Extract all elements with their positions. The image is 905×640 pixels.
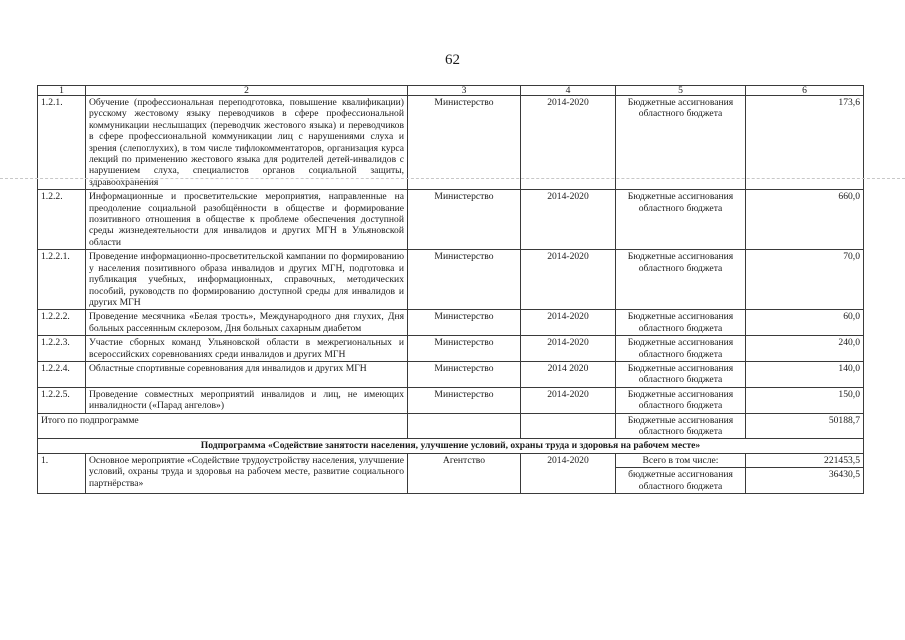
row-number: 1.2.2. [38, 190, 86, 250]
scan-fold-line [0, 178, 905, 179]
table-row [38, 250, 864, 310]
period: 2014 2020 [521, 361, 616, 387]
activity-name: Основное мероприятие «Содействие трудоустройству населения, улучшение условий, охраны труда и здоровья на рабочем месте, развитие социального партнёрства» [86, 453, 408, 493]
funding-source: Бюджетные ассигнования областного бюджета [616, 361, 746, 387]
column-number-row [38, 86, 864, 96]
total-amount: 50188,7 [746, 413, 864, 439]
period: 2014-2020 [521, 250, 616, 310]
activity-name: Проведение месячника «Белая трость», Международного дня глухих, Дня больных рассеянным склерозом, Дня больных сахарным диабетом [86, 310, 408, 336]
funding-source: бюджетные ассигнования областного бюджета [616, 468, 746, 494]
activity-name: Проведение совместных мероприятий инвалидов и лиц, не имеющих инвалидности («Парад ангелов») [86, 387, 408, 413]
column-number: 4 [521, 86, 616, 96]
table-row [38, 361, 864, 387]
executor: Министерство [408, 387, 521, 413]
column-number: 5 [616, 86, 746, 96]
period: 2014-2020 [521, 96, 616, 190]
subprogram-title: Подпрограмма «Содействие занятости населения, улучшение условий, охраны труда и здоровья на рабочем месте» [38, 439, 864, 453]
table-row [38, 96, 864, 190]
activity-name: Проведение информационно-просветительской кампании по формированию у населения позитивного образа инвалидов и других МГН, подготовка и публикация учебных, информационных, справочных, методических пособий, руководств по формированию доступной среды для инвалидов и других МГН [86, 250, 408, 310]
period: 2014-2020 [521, 453, 616, 493]
executor: Министерство [408, 96, 521, 190]
funding-source-total: Всего в том числе: [616, 453, 746, 467]
column-number: 6 [746, 86, 864, 96]
period: 2014-2020 [521, 310, 616, 336]
amount: 173,6 [746, 96, 864, 190]
funding-source: Бюджетные ассигнования областного бюджета [616, 250, 746, 310]
executor: Министерство [408, 190, 521, 250]
column-number: 2 [86, 86, 408, 96]
funding-source: Бюджетные ассигнования областного бюджета [616, 387, 746, 413]
activity-name: Участие сборных команд Ульяновской области в межрегиональных и всероссийских соревнованиях среди инвалидов и других МГН [86, 336, 408, 362]
table-row [38, 310, 864, 336]
table-row [38, 336, 864, 362]
executor: Министерство [408, 336, 521, 362]
table-row [38, 190, 864, 250]
amount: 150,0 [746, 387, 864, 413]
row-number: 1.2.2.4. [38, 361, 86, 387]
activity-name: Областные спортивные соревнования для инвалидов и других МГН [86, 361, 408, 387]
activity-name: Обучение (профессиональная переподготовка, повышение квалификации) русскому жестовому языку переводчиков в сфере профессиональной коммуникации неслышащих (переводчик жестового языка) и переводчиков в сфере профессиональной коммуникации лиц с нарушениями слуха и зрения (слепоглухих), в том числе тифлокомментаторов, организация курса лекций по применению жестового языка для родителей детей-инвалидов с нарушением слуха, специалистов органов социальной защиты, здравоохранения [86, 96, 408, 190]
executor: Агентство [408, 453, 521, 493]
funding-source: Бюджетные ассигнования областного бюджета [616, 190, 746, 250]
activity-name: Информационные и просветительские мероприятия, направленные на преодоление социальной разобщённости в обществе и формирование позитивного отношения в обществе к проблеме обеспечения доступной среды жизнедеятельности для инвалидов и других МГН в Ульяновской области [86, 190, 408, 250]
row-number: 1.2.1. [38, 96, 86, 190]
period: 2014-2020 [521, 336, 616, 362]
amount: 140,0 [746, 361, 864, 387]
subprogram-total-row [38, 413, 864, 439]
column-number: 1 [38, 86, 86, 96]
amount-total: 221453,5 [746, 453, 864, 467]
executor: Министерство [408, 250, 521, 310]
period: 2014-2020 [521, 190, 616, 250]
table-row [38, 453, 864, 467]
executor: Министерство [408, 361, 521, 387]
page-number: 62 [445, 52, 460, 68]
row-number: 1.2.2.5. [38, 387, 86, 413]
amount: 240,0 [746, 336, 864, 362]
subprogram-heading-row [38, 439, 864, 453]
row-number: 1.2.2.3. [38, 336, 86, 362]
row-number: 1.2.2.1. [38, 250, 86, 310]
executor: Министерство [408, 310, 521, 336]
row-number: 1.2.2.2. [38, 310, 86, 336]
column-number: 3 [408, 86, 521, 96]
table-row [38, 387, 864, 413]
program-table [37, 85, 864, 494]
amount: 660,0 [746, 190, 864, 250]
row-number: 1. [38, 453, 86, 493]
amount: 36430,5 [746, 468, 864, 494]
amount: 70,0 [746, 250, 864, 310]
funding-source: Бюджетные ассигнования областного бюджета [616, 96, 746, 190]
funding-source: Бюджетные ассигнования областного бюджета [616, 310, 746, 336]
funding-source: Бюджетные ассигнования областного бюджета [616, 413, 746, 439]
total-label: Итого по подпрограмме [38, 413, 408, 439]
funding-source: Бюджетные ассигнования областного бюджета [616, 336, 746, 362]
amount: 60,0 [746, 310, 864, 336]
period: 2014-2020 [521, 387, 616, 413]
